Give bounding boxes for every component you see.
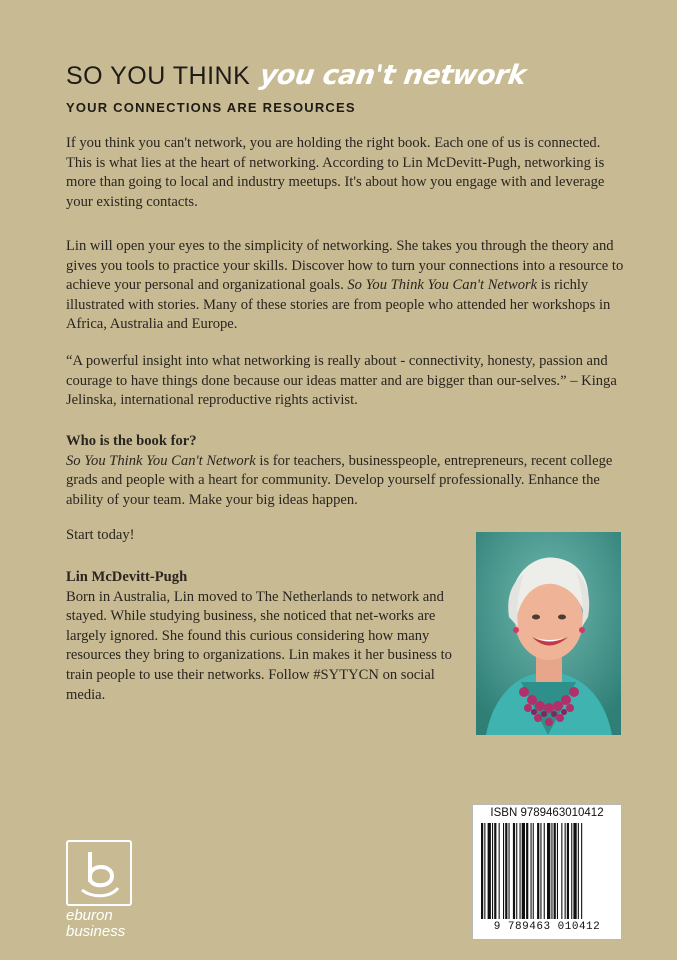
author-portrait-icon — [476, 532, 621, 735]
intro-paragraph: If you think you can't network, you are holding the right book. Each one of us is connected. This is what lies at the heart of networking. According to Lin McDevitt-Pugh, networking is more than going to local and industry meetups. It's about how you engage with and leverage your existing contacts. — [66, 135, 605, 210]
isbn-barcode — [472, 804, 622, 940]
cover-title — [66, 60, 526, 104]
barcode-bars-icon — [479, 823, 615, 921]
isbn-label: ISBN 9789463010412 — [490, 807, 604, 819]
title-main: SO YOU THINK — [66, 62, 251, 90]
cover-subtitle: YOUR CONNECTIONS ARE RESOURCES — [66, 100, 356, 115]
publisher-imprint: business — [66, 923, 126, 940]
author-name: Lin McDevitt-Pugh — [66, 569, 188, 585]
publisher-name: eburon — [66, 907, 113, 924]
book-title-italic: So You Think You Can't Network — [347, 277, 538, 294]
description-paragraph — [66, 237, 626, 335]
isbn-digits: 9 789463 010412 — [493, 921, 601, 933]
author-photo — [476, 532, 621, 735]
audience-section — [66, 432, 626, 510]
audience-heading: Who is the book for? — [66, 433, 197, 449]
call-to-action: Start today! — [66, 527, 135, 543]
testimonial-quote: “A powerful insight into what networking is really about - connectivity, honesty, passion and courage to have things done because our ideas matter and are bigger than our-selves.” – Kinga Jelinska, international reproductive rights activist. — [66, 353, 617, 409]
audience-book-title: So You Think You Can't Network — [66, 452, 256, 469]
description-text-before: Lin will open your eyes to the simplicity of networking. She takes you through the theory and gives you tools to practice your skills. Discover how to turn your connections into a resource to achieve your personal and organizational goals. — [66, 238, 624, 294]
publisher-mark-icon — [66, 840, 132, 906]
title-script: you can't network — [258, 60, 528, 91]
author-bio-text: Born in Australia, Lin moved to The Netherlands to network and stayed. While studying business, she noticed that net-works are largely ignored. She found this curious considering how many resources they bring to organizations. Lin makes it her business to train people to use their networks. Follow #SYTYCN on social media. — [66, 588, 452, 703]
publisher-logo — [66, 840, 132, 940]
audience-text: is for teachers, businesspeople, entrepreneurs, recent college grads and people with a heart for community. Develop yourself professionally. Enhance the ability of your team. Make your big ideas happen. — [66, 452, 613, 508]
author-bio — [66, 568, 461, 705]
description-text-after: is richly illustrated with stories. Many of these stories are from people who attended her workshops in Africa, Australia and Europe. — [66, 277, 611, 333]
